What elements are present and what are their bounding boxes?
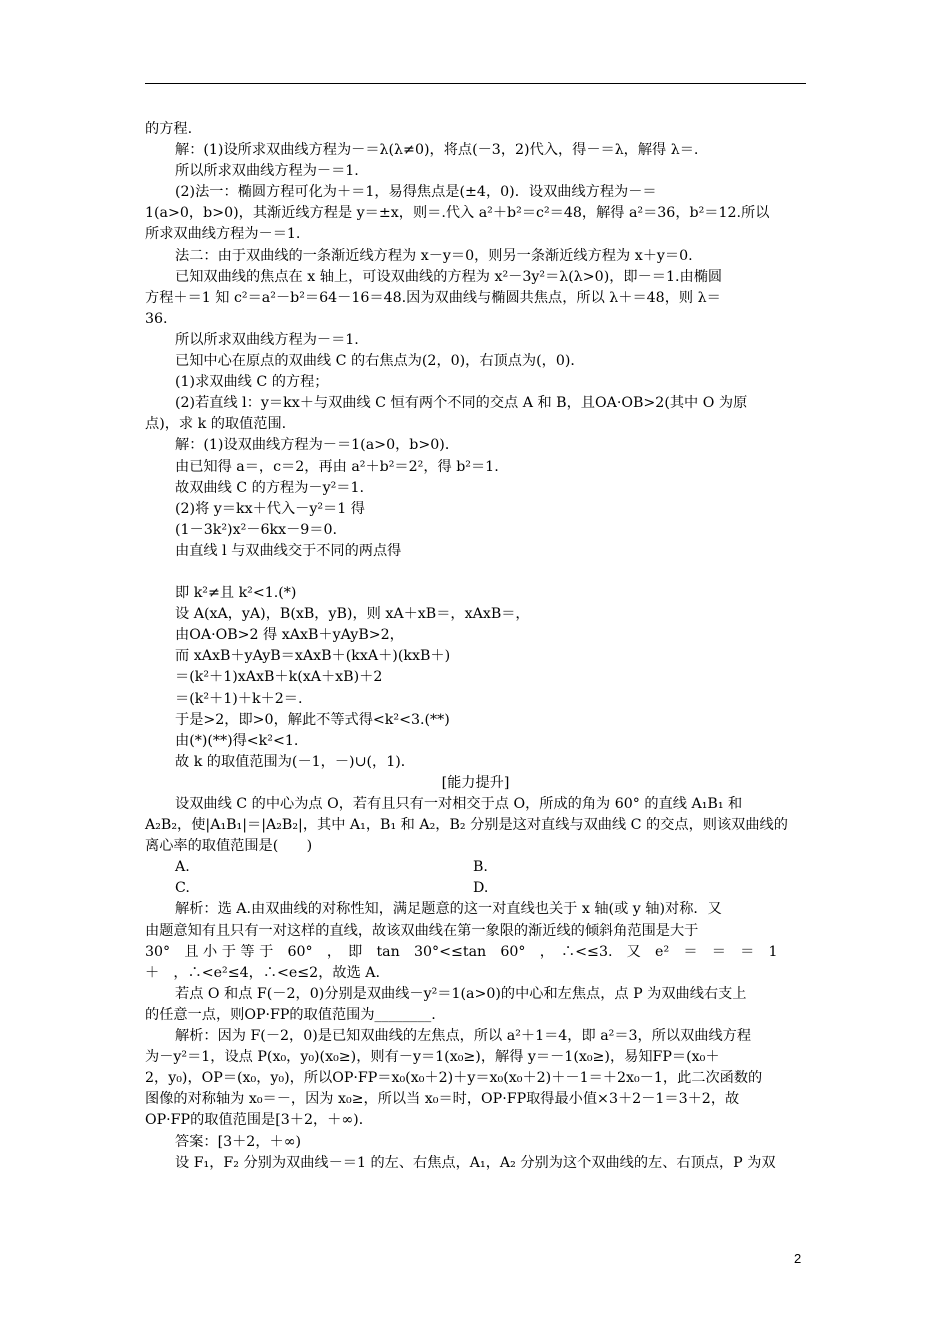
text-line: 解：(1)设所求双曲线方程为－＝λ(λ≠0)，将点(－3，2)代入，得－＝λ，解得 λ＝.: [175, 142, 699, 159]
answer-options-row: [145, 878, 806, 899]
text-line: 解析：选 A.由双曲线的对称性知，满足题意的这一对直线也关于 x 轴(或 y 轴)对称．又: [175, 901, 722, 918]
text-line: (1)求双曲线 C 的方程；: [175, 374, 329, 391]
text-line: 方程＋＝1 知 c²＝a²－b²＝64－16＝48.因为双曲线与椭圆共焦点，所以 λ＋＝48，则 λ＝: [145, 289, 721, 306]
text-line: 于是>2，即>0，解此不等式得<k²<3.(**): [175, 711, 450, 728]
answer-option: C.: [175, 880, 190, 897]
text-line: 设双曲线 C 的中心为点 O，若有且只有一对相交于点 O，所成的角为 60° 的直线 A₁B₁ 和: [175, 796, 743, 812]
page-number: 2: [794, 1251, 802, 1266]
text-line: (2)若直线 l：y＝kx＋与双曲线 C 恒有两个不同的交点 A 和 B，且OA·OB>2(其中 O 为原: [175, 395, 748, 412]
page-body: [145, 119, 806, 1174]
text-line: 离心率的取值范围是( ): [145, 838, 313, 855]
text-line: 解析：因为 F(－2，0)是已知双曲线的左焦点，所以 a²＋1＝4，即 a²＝3，所以双曲线方程: [175, 1028, 752, 1045]
text-line: ＝(k²＋1)＋k＋2＝.: [175, 690, 303, 707]
text-line: 1(a>0，b>0)，其渐近线方程是 y＝±x，则＝.代入 a²＋b²＝c²＝48，解得 a²＝36，b²＝12.所以: [145, 205, 770, 222]
text-line: (2)法一：椭圆方程可化为＋＝1，易得焦点是(±4，0)．设双曲线方程为－＝: [175, 184, 657, 201]
answer-option: B.: [473, 859, 488, 876]
text-line: 由已知得 a＝，c＝2，再由 a²＋b²＝2²，得 b²＝1.: [175, 458, 499, 475]
text-line: 由(*)(**)得<k²<1.: [175, 732, 299, 749]
text-line: 设 F₁，F₂ 分别为双曲线－＝1 的左、右焦点，A₁，A₂ 分别为这个双曲线的左、右顶点，P 为双: [175, 1154, 776, 1171]
text-line: 36.: [145, 310, 168, 327]
blank-line: [145, 562, 806, 583]
header-rule: [145, 83, 806, 84]
text-line: 为－y²＝1，设点 P(x₀，y₀)(x₀≥)，则有－y＝1(x₀≥)，解得 y＝－1(x₀≥)，易知FP＝(x₀＋: [145, 1049, 720, 1066]
text-line: 已知中心在原点的双曲线 C 的右焦点为(2，0)，右顶点为(，0)．: [175, 353, 585, 370]
text-line: 由题意知有且只有一对这样的直线，故该双曲线在第一象限的渐近线的倾斜角范围是大于: [145, 922, 699, 939]
text-line: 的方程.: [145, 121, 193, 137]
answer-option: D.: [473, 880, 489, 897]
text-line: 30° 且 小 于 等 于 60° ， 即 tan 30°<≤tan 60° ， ∴<≤3. 又 e² ＝ ＝ ＝ 1: [145, 943, 778, 960]
answer-options-row: [145, 857, 806, 878]
text-line: 法二：由于双曲线的一条渐近线方程为 x－y＝0，则另一条渐近线方程为 x＋y＝0.: [175, 247, 693, 264]
text-line: 所以所求双曲线方程为－＝1.: [175, 163, 359, 180]
text-line: 而 xAxB＋yAyB＝xAxB＋(kxA＋)(kxB＋): [175, 648, 451, 665]
text-line: 若点 O 和点 F(－2，0)分别是双曲线－y²＝1(a>0)的中心和左焦点，点 P 为双曲线右支上: [175, 985, 747, 1002]
text-line: 故双曲线 C 的方程为－y²＝1.: [175, 479, 364, 496]
text-line: 故 k 的取值范围为(－1，－)∪(，1)．: [175, 753, 415, 770]
text-line: 的任意一点，则OP·FP的取值范围为________.: [145, 1006, 436, 1023]
text-line: 由OA·OB>2 得 xAxB＋yAyB>2，: [175, 627, 404, 644]
text-line: 2，y₀)，OP＝(x₀，y₀)，所以OP·FP＝x₀(x₀＋2)＋y＝x₀(x₀＋2)＋－1＝＋2x₀－1，此二次函数的: [145, 1070, 763, 1087]
text-line: (2)将 y＝kx＋代入－y²＝1 得: [175, 500, 365, 517]
text-line: 设 A(xA，yA)，B(xB，yB)，则 xA＋xB＝，xAxB＝，: [175, 606, 530, 623]
text-line: 答案：[3＋2，＋∞): [175, 1133, 302, 1150]
text-line: 即 k²≠且 k²<1.(*): [175, 585, 297, 602]
answer-option: A.: [175, 859, 190, 876]
text-line: ＝(k²＋1)xAxB＋k(xA＋xB)＋2: [175, 669, 383, 686]
text-line: 所求双曲线方程为－＝1.: [145, 226, 301, 243]
text-line: 解：(1)设双曲线方程为－＝1(a>0，b>0)．: [175, 437, 460, 454]
text-line: 由直线 l 与双曲线交于不同的两点得: [175, 542, 402, 559]
text-line: (1－3k²)x²－6kx－9＝0.: [175, 521, 338, 538]
text-line: 所以所求双曲线方程为－＝1.: [175, 331, 359, 348]
text-line: 已知双曲线的焦点在 x 轴上，可设双曲线的方程为 x²－3y²＝λ(λ>0)，即－＝1.由椭圆: [175, 268, 723, 285]
text-line: 点)，求 k 的取值范围.: [145, 416, 287, 433]
text-line: OP·FP的取值范围是[3＋2，＋∞)．: [145, 1112, 373, 1129]
text-line: A₂B₂，使|A₁B₁|＝|A₂B₂|，其中 A₁，B₁ 和 A₂，B₂ 分别是这对直线与双曲线 C 的交点，则该双曲线的: [145, 817, 788, 834]
text-line: 图像的对称轴为 x₀＝－，因为 x₀≥，所以当 x₀＝时，OP·FP取得最小值×3＋2－1＝3＋2，故: [145, 1091, 740, 1108]
text-line: ＋ ，∴<e²≤4，∴<e≤2，故选 A.: [145, 964, 381, 981]
section-heading: [能力提升]: [441, 774, 510, 791]
